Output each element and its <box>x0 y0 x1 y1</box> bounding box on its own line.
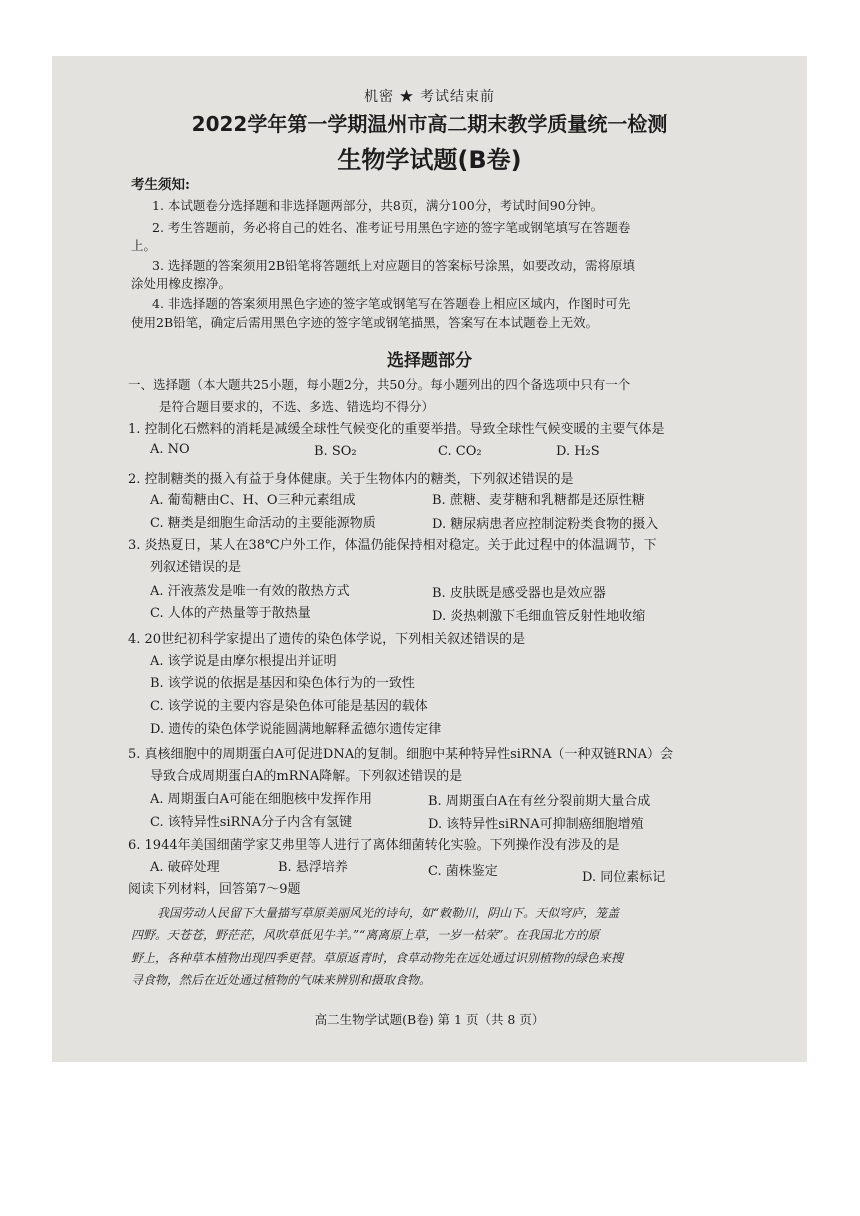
notes-heading: 考生须知: <box>131 177 190 193</box>
section-title: 选择题部分 <box>387 351 472 371</box>
option: B. 悬浮培养 <box>278 860 348 875</box>
option: A. NO <box>150 442 190 457</box>
option: C. 该特异性siRNA分子内含有氢键 <box>150 815 353 830</box>
passage-line: 四野。天苍苍，野茫茫，风吹草低见牛羊。”“离离原上草，一岁一枯荣”。在我国北方的原 <box>131 928 600 942</box>
mc-header: 一、选择题（本大题共25小题，每小题2分，共50分。每小题列出的四个备选项中只有一个 <box>128 377 631 392</box>
note-line: 使用2B铅笔，确定后需用黑色字迹的签字笔或钢笔描黑，答案写在本试题卷上无效。 <box>131 315 599 330</box>
option: D. 糖尿病患者应控制淀粉类食物的摄入 <box>432 517 659 532</box>
note-line: 3. 选择题的答案须用2B铅笔将答题纸上对应题目的答案标号涂黑，如要改动，需将原填 <box>152 258 636 273</box>
option: C. CO₂ <box>438 444 482 459</box>
question-stem: 6. 1944年美国细菌学家艾弗里等人进行了离体细菌转化实验。下列操作没有涉及的是 <box>128 838 620 853</box>
option: B. 蔗糖、麦芽糖和乳糖都是还原性糖 <box>432 493 645 508</box>
option: B. 皮肤既是感受器也是效应器 <box>432 586 606 601</box>
option: D. 该特异性siRNA可抑制癌细胞增殖 <box>428 817 644 832</box>
option: C. 该学说的主要内容是染色体可能是基因的载体 <box>150 699 428 714</box>
option: A. 破碎处理 <box>150 860 220 875</box>
exam-subtitle: 生物学试题(B卷) <box>337 146 522 174</box>
option: D. 遗传的染色体学说能圆满地解释孟德尔遗传定律 <box>150 722 442 737</box>
option: D. H₂S <box>556 444 600 459</box>
option: B. SO₂ <box>314 444 357 459</box>
question-stem-cont: 列叙述错误的是 <box>150 560 242 575</box>
option: A. 该学说是由摩尔根提出并证明 <box>150 654 337 669</box>
question-stem: 5. 真核细胞中的周期蛋白A可促进DNA的复制。细胞中某种特异性siRNA（一种双链RNA）会 <box>128 747 674 762</box>
question-stem: 4. 20世纪初科学家提出了遗传的染色体学说，下列相关叙述错误的是 <box>128 632 526 647</box>
option: C. 人体的产热量等于散热量 <box>150 606 311 621</box>
option: D. 炎热刺激下毛细血管反射性地收缩 <box>432 609 646 624</box>
note-line: 上。 <box>131 238 157 253</box>
option: C. 糖类是细胞生命活动的主要能源物质 <box>150 516 376 531</box>
question-stem: 1. 控制化石燃料的消耗是减缓全球性气候变化的重要举措。导致全球性气候变暖的主要气体是 <box>128 422 665 437</box>
option: A. 葡萄糖由C、H、O三种元素组成 <box>150 493 356 508</box>
exam-title: 2022学年第一学期温州市高二期末教学质量统一检测 <box>191 112 668 136</box>
option: A. 汗液蒸发是唯一有效的散热方式 <box>150 584 350 599</box>
exam-page <box>52 56 807 1062</box>
reading-intro: 阅读下列材料，回答第7～9题 <box>128 882 301 897</box>
note-line: 2. 考生答题前，务必将自己的姓名、准考证号用黑色字迹的签字笔或钢笔填写在答题卷 <box>152 220 631 235</box>
passage-line: 野上，各种草本植物出现四季更替。草原返青时，食草动物先在远处通过识别植物的绿色来搜 <box>131 951 624 965</box>
option: D. 同位素标记 <box>582 870 666 885</box>
confidential-label: 机密 ★ 考试结束前 <box>364 89 495 105</box>
note-line: 4. 非选择题的答案须用黑色字迹的签字笔或钢笔写在答题卷上相应区域内，作图时可先 <box>152 296 631 311</box>
page-footer: 高二生物学试题(B卷) 第 1 页（共 8 页） <box>314 1012 545 1027</box>
note-line: 1. 本试题卷分选择题和非选择题两部分，共8页，满分100分，考试时间90分钟。 <box>152 198 604 213</box>
option: B. 周期蛋白A在有丝分裂前期大量合成 <box>428 794 651 809</box>
question-stem: 2. 控制糖类的摄入有益于身体健康。关于生物体内的糖类，下列叙述错误的是 <box>128 472 574 487</box>
option: A. 周期蛋白A可能在细胞核中发挥作用 <box>150 792 373 807</box>
question-stem: 3. 炎热夏日，某人在38℃户外工作，体温仍能保持相对稳定。关于此过程中的体温调节，下 <box>128 538 657 553</box>
passage-line: 寻食物，然后在近处通过植物的气味来辨别和摄取食物。 <box>131 973 432 987</box>
passage-line: 我国劳动人民留下大量描写草原美丽风光的诗句，如“敕勒川，阴山下。天似穹庐，笼盖 <box>157 906 620 920</box>
option: B. 该学说的依据是基因和染色体行为的一致性 <box>150 676 415 691</box>
note-line: 涂处用橡皮擦净。 <box>131 276 232 291</box>
mc-header-cont: 是符合题目要求的，不选、多选、错选均不得分） <box>159 399 435 414</box>
option: C. 菌株鉴定 <box>428 864 498 879</box>
question-stem-cont: 导致合成周期蛋白A的mRNA降解。下列叙述错误的是 <box>150 769 463 784</box>
